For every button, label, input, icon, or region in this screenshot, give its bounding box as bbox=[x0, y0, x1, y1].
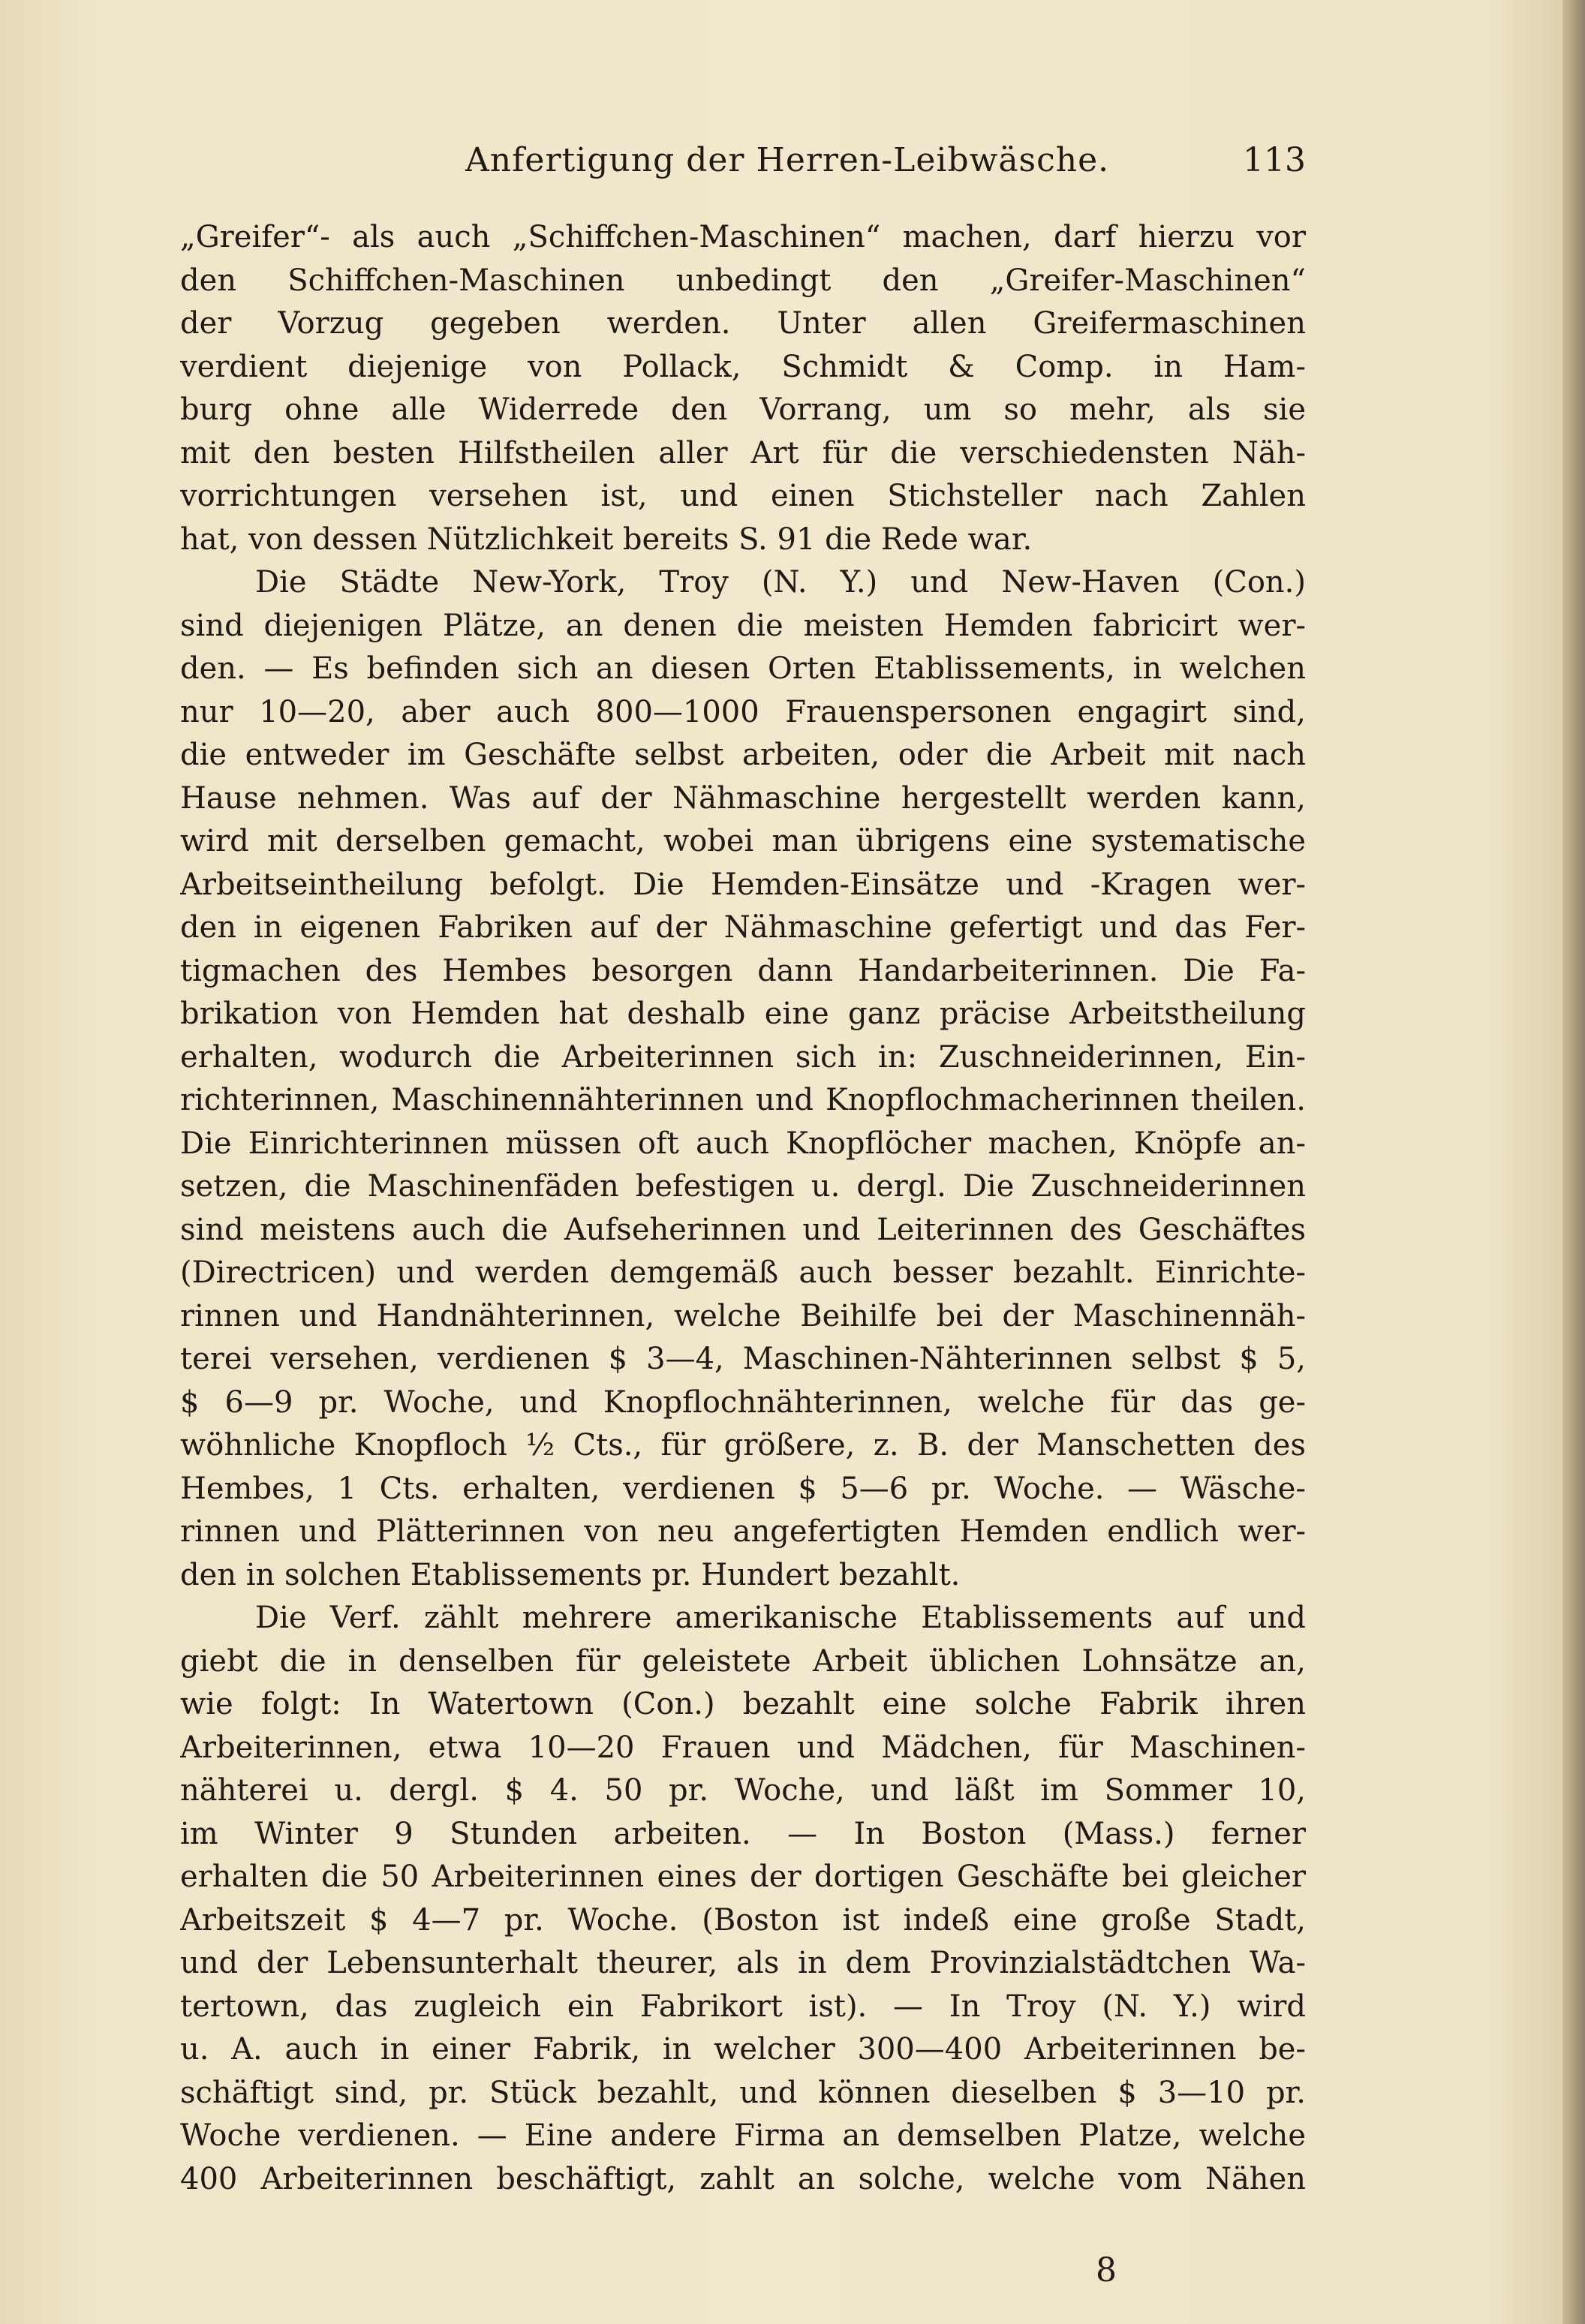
text-line: den Schiffchen-Maschinen unbedingt den „Greifer-Maschinen“ bbox=[180, 263, 1306, 298]
text-line: verdient diejenige von Pollack, Schmidt & Comp. in Ham- bbox=[180, 349, 1306, 384]
text-line: den in solchen Etablissements pr. Hundert bezahlt. bbox=[180, 1557, 961, 1592]
text-line: erhalten die 50 Arbeiterinnen eines der dortigen Geschäfte bei gleicher bbox=[180, 1860, 1306, 1894]
text-line: vorrichtungen versehen ist, und einen Stichsteller nach Zahlen bbox=[180, 479, 1306, 513]
text-line: brikation von Hemden hat deshalb eine ganz präcise Arbeitstheilung bbox=[180, 997, 1306, 1031]
text-line: u. A. auch in einer Fabrik, in welcher 300—400 Arbeiterinnen be- bbox=[180, 2032, 1306, 2067]
running-head bbox=[180, 141, 1306, 186]
text-line: sind meistens auch die Aufseherinnen und Leiterinnen des Geschäftes bbox=[180, 1212, 1306, 1247]
text-line: der Vorzug gegeben werden. Unter allen Greifermaschinen bbox=[180, 306, 1306, 341]
text-line: Arbeitszeit $ 4—7 pr. Woche. (Boston ist indeß eine große Stadt, bbox=[180, 1902, 1306, 1938]
page-number: 113 bbox=[1243, 141, 1306, 179]
text-line: die entweder im Geschäfte selbst arbeiten, oder die Arbeit mit nach bbox=[180, 738, 1306, 772]
text-line: den in eigenen Fabriken auf der Nähmaschine gefertigt und das Fer- bbox=[180, 910, 1306, 945]
text-line: Woche verdienen. — Eine andere Firma an demselben Platze, welche bbox=[180, 2118, 1306, 2153]
text-line: rinnen und Handnähterinnen, welche Beihilfe bei der Maschinennäh- bbox=[180, 1298, 1306, 1333]
text-line: Hause nehmen. Was auf der Nähmaschine hergestellt werden kann, bbox=[180, 780, 1306, 816]
text-line: Die Verf. zählt mehrere amerikanische Etablissements auf und bbox=[255, 1601, 1306, 1635]
text-line: wie folgt: In Watertown (Con.) bezahlt eine solche Fabrik ihren bbox=[180, 1687, 1306, 1721]
text-line: nähterei u. dergl. $ 4. 50 pr. Woche, und läßt im Sommer 10, bbox=[180, 1773, 1306, 1808]
text-line: Die Städte New-York, Troy (N. Y.) und New-Haven (Con.) bbox=[255, 565, 1306, 600]
text-line: burg ohne alle Widerrede den Vorrang, um so mehr, als sie bbox=[180, 392, 1306, 427]
text-line: richterinnen, Maschinennähterinnen und Knopflochmacherinnen theilen. bbox=[180, 1083, 1306, 1117]
text-line: giebt die in denselben für geleistete Arbeit üblichen Lohnsätze an, bbox=[180, 1643, 1306, 1679]
body-text bbox=[180, 216, 1306, 2201]
text-line: (Directricen) und werden demgemäß auch besser bezahlt. Einrichte- bbox=[180, 1255, 1306, 1290]
text-line: hat, von dessen Nützlichkeit bereits S. 91 die Rede war. bbox=[180, 522, 1033, 557]
text-line: Arbeitseintheilung befolgt. Die Hemden-Einsätze und -Kragen wer- bbox=[180, 867, 1306, 902]
text-line: tigmachen des Hembes besorgen dann Handarbeiterinnen. Die Fa- bbox=[180, 953, 1306, 988]
running-title: Anfertigung der Herren-Leibwäsche. bbox=[465, 141, 1110, 179]
text-line: erhalten, wodurch die Arbeiterinnen sich in: Zuschneiderinnen, Ein- bbox=[180, 1039, 1306, 1075]
text-line: wöhnliche Knopfloch ½ Cts., für größere, z. B. der Manschetten des bbox=[180, 1428, 1306, 1463]
text-line: im Winter 9 Stunden arbeiten. — In Boston (Mass.) ferner bbox=[180, 1816, 1306, 1851]
text-line: 400 Arbeiterinnen beschäftigt, zahlt an solche, welche vom Nähen bbox=[180, 2161, 1306, 2196]
text-line: den. — Es befinden sich an diesen Orten Etablissements, in welchen bbox=[180, 651, 1306, 686]
text-line: wird mit derselben gemacht, wobei man übrigens eine systematische bbox=[180, 824, 1306, 858]
text-line: und der Lebensunterhalt theurer, als in dem Provinzialstädtchen Wa- bbox=[180, 1946, 1306, 1980]
text-line: sind diejenigen Plätze, an denen die meisten Hemden fabricirt wer- bbox=[180, 608, 1306, 643]
text-line: mit den besten Hilfstheilen aller Art für die verschiedensten Näh- bbox=[180, 435, 1306, 471]
text-line: tertown, das zugleich ein Fabrikort ist). — In Troy (N. Y.) wird bbox=[180, 1989, 1306, 2024]
text-line: schäftigt sind, pr. Stück bezahlt, und können dieselben $ 3—10 pr. bbox=[180, 2075, 1306, 2110]
text-line: Arbeiterinnen, etwa 10—20 Frauen und Mädchen, für Maschinen- bbox=[180, 1730, 1306, 1765]
text-line: rinnen und Plätterinnen von neu angefertigten Hemden endlich wer- bbox=[180, 1514, 1306, 1549]
text-line: $ 6—9 pr. Woche, und Knopflochnähterinnen, welche für das ge- bbox=[180, 1384, 1306, 1420]
text-line: setzen, die Maschinenfäden befestigen u. dergl. Die Zuschneiderinnen bbox=[180, 1169, 1306, 1204]
page-edge bbox=[1562, 0, 1585, 2324]
text-line: „Greifer“- als auch „Schiffchen-Maschinen“ machen, darf hierzu vor bbox=[180, 220, 1306, 254]
text-line: terei versehen, verdienen $ 3—4, Maschinen-Nähterinnen selbst $ 5, bbox=[180, 1342, 1306, 1376]
signature-mark: 8 bbox=[1096, 2251, 1117, 2289]
text-line: Hembes, 1 Cts. erhalten, verdienen $ 5—6 pr. Woche. — Wäsche- bbox=[180, 1471, 1306, 1506]
text-line: nur 10—20, aber auch 800—1000 Frauenspersonen engagirt sind, bbox=[180, 694, 1306, 729]
text-line: Die Einrichterinnen müssen oft auch Knopflöcher machen, Knöpfe an- bbox=[180, 1126, 1306, 1161]
